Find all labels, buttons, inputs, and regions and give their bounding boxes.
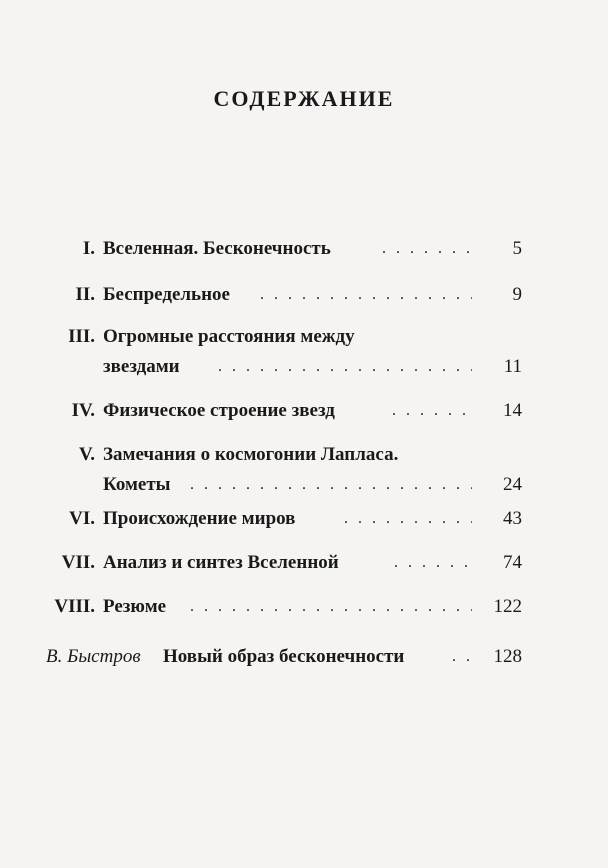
entry-number: III.	[68, 326, 95, 347]
entry-page: 128	[493, 646, 522, 667]
entry-title-line2: Кометы	[103, 474, 171, 495]
entry-page: 122	[493, 596, 522, 617]
page-title: СОДЕРЖАНИЕ	[213, 86, 395, 111]
toc-entry	[0, 326, 608, 386]
entry-number: II.	[75, 284, 95, 305]
entry-page: 14	[503, 400, 522, 421]
entry-title-line1: Замечания о космогонии Лапласа.	[103, 444, 399, 465]
dot-leader	[218, 356, 472, 378]
toc-entry	[0, 238, 608, 268]
entry-title: Вселенная. Бесконечность	[103, 238, 331, 259]
dot-leader	[190, 596, 472, 618]
entry-page: 74	[503, 552, 522, 573]
toc-entry	[0, 400, 608, 430]
dot-leader	[392, 400, 472, 422]
entry-title: Резюме	[103, 596, 167, 617]
entry-title: Беспредельное	[103, 284, 230, 305]
entry-number: VI.	[69, 508, 95, 529]
toc-entry-afterword	[0, 646, 608, 676]
entry-number: I.	[82, 238, 95, 259]
dot-leader	[260, 284, 472, 306]
entry-page: 11	[503, 356, 522, 377]
entry-page: 5	[512, 238, 522, 259]
toc-entry	[0, 284, 608, 314]
entry-number: VII.	[61, 552, 95, 573]
toc-entry	[0, 552, 608, 582]
toc-entry	[0, 444, 608, 504]
dot-leader	[382, 238, 472, 260]
entry-page: 43	[503, 508, 522, 529]
dot-leader	[344, 508, 472, 530]
entry-number: V.	[78, 444, 95, 465]
entry-title: Анализ и синтез Вселенной	[103, 552, 339, 573]
dot-leader	[452, 646, 474, 668]
entry-number: IV.	[71, 400, 95, 421]
entry-title: Физическое строение звезд	[103, 400, 335, 421]
dot-leader	[190, 474, 472, 496]
dot-leader	[394, 552, 472, 574]
entry-title: Новый образ бесконечности	[163, 646, 405, 667]
entry-page: 9	[512, 284, 522, 305]
entry-author: В. Быстров	[46, 646, 141, 667]
entry-title: Происхождение миров	[103, 508, 296, 529]
toc-entry	[0, 596, 608, 626]
entry-title-line1: Огромные расстояния между	[103, 326, 355, 347]
toc-entry	[0, 508, 608, 538]
entry-title-line2: звездами	[103, 356, 180, 377]
entry-page: 24	[503, 474, 522, 495]
entry-number: VIII.	[54, 596, 95, 617]
